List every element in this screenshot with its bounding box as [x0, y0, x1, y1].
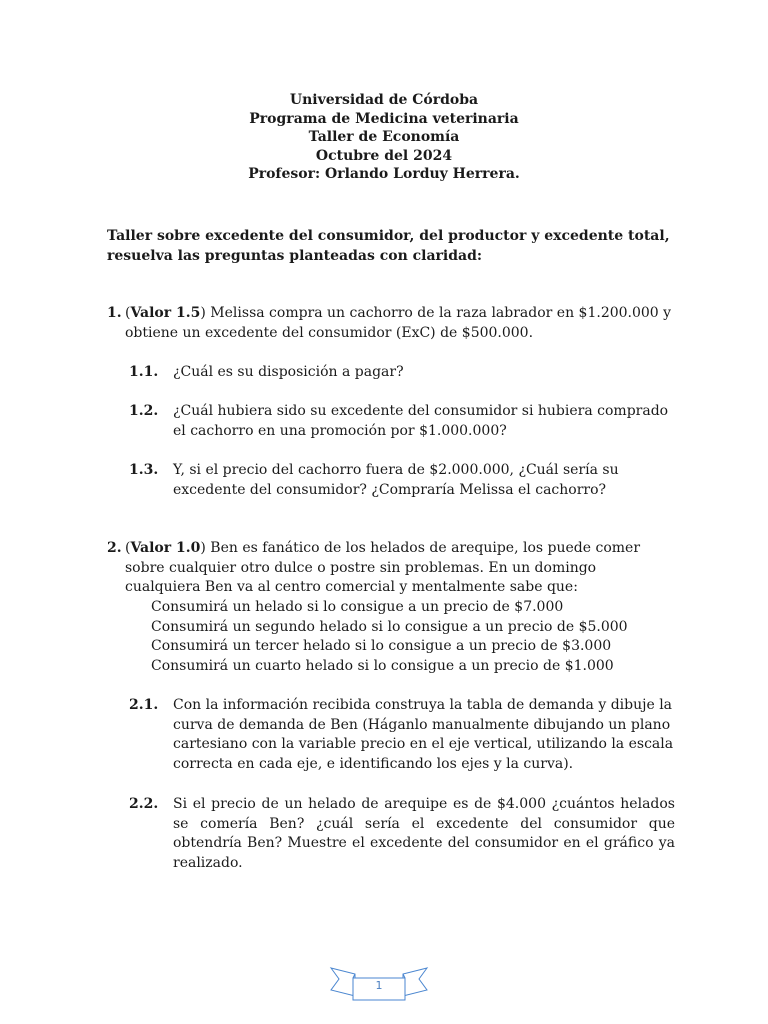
question-1: [107, 304, 677, 344]
question-2: [107, 539, 677, 599]
page-number: 1: [375, 979, 383, 992]
question-1-number: 1.: [107, 305, 122, 321]
question-1-value: Valor 1.5: [130, 305, 201, 321]
page-number-ribbon: [329, 966, 429, 1004]
list-item: Consumirá un tercer helado si lo consigue a un precio de $3.000: [151, 638, 612, 655]
question-2-text: (Valor 1.0) Ben es fanático de los helados de arequipe, los puede comer sobre cualquier otro dulce o postre sin problemas. En un domingo cualquiera Ben va al centro comercial y mentalmente sabe que:: [125, 540, 641, 596]
subquestion-2-2: 2.2. Si el precio de un helado de arequipe es de $4.000 ¿cuántos helados se comería Ben? ¿cuál sería el excedente del consumidor que obtendría Ben? Muestre el excedente del consumidor en el gráfico ya realizado.: [129, 796, 675, 871]
subquestion-1-1: 1.1. ¿Cuál es su disposición a pagar?: [129, 364, 404, 380]
list-item: Consumirá un helado si lo consigue a un precio de $7.000: [151, 599, 564, 615]
program-name: Programa de Medicina veterinaria: [249, 110, 519, 127]
list-item: Consumirá un segundo helado si lo consigue a un precio de $5.000: [151, 618, 628, 635]
question-1-text: (Valor 1.5) Melissa compra un cachorro de la raza labrador en $1.200.000 y obtiene un excedente del consumidor (ExC) de $500.000.: [125, 305, 672, 341]
intro-instructions: Taller sobre excedente del consumidor, del productor y excedente total, resuelva las preguntas planteadas con claridad:: [107, 228, 670, 264]
course-name: Taller de Economía: [308, 129, 460, 146]
question-2-value: Valor 1.0: [130, 540, 201, 556]
subquestion-1-2: 1.2. ¿Cuál hubiera sido su excedente del consumidor si hubiera comprado el cachorro en una promoción por $1.000.000?: [129, 403, 669, 439]
question-2-number: 2.: [107, 540, 122, 556]
university-name: Universidad de Córdoba: [289, 92, 479, 108]
subquestion-1-3: 1.3. Y, si el precio del cachorro fuera de $2.000.000, ¿Cuál sería su excedente del consumidor? ¿Compraría Melissa el cachorro?: [129, 462, 619, 498]
document-header: [0, 91, 768, 184]
document-date: Octubre del 2024: [315, 147, 453, 164]
professor-name: Profesor: Orlando Lorduy Herrera.: [248, 166, 520, 183]
subquestion-2-1: 2.1. Con la información recibida construya la tabla de demanda y dibuje la curva de demanda de Ben (Háganlo manualmente dibujando un plano cartesiano con la variable precio en el eje vertical, utilizando la escala correcta en cada eje, e identificando los ejes y la curva).: [129, 697, 674, 772]
list-item: Consumirá un cuarto helado si lo consigue a un precio de $1.000: [151, 657, 614, 674]
price-list: [151, 598, 628, 676]
